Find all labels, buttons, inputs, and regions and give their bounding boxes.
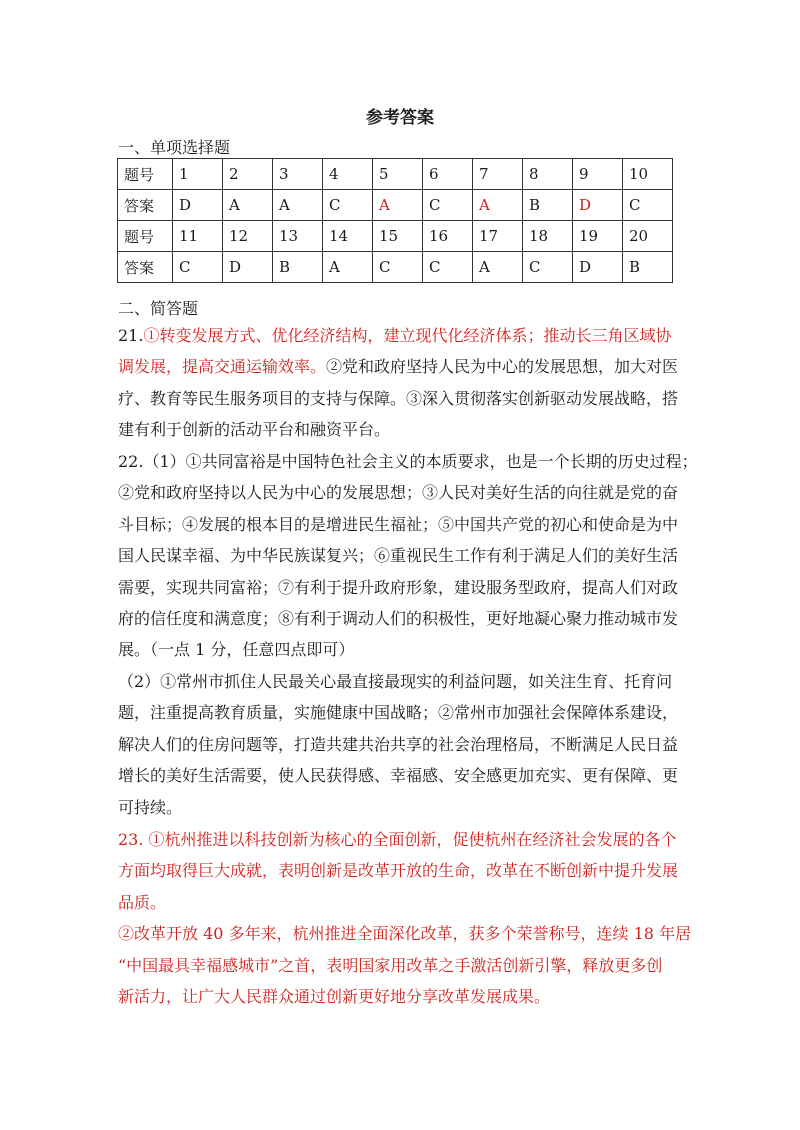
question-number: 21.	[118, 326, 144, 345]
table-row	[118, 252, 673, 283]
table-cell: C	[523, 252, 573, 283]
question-21-answer	[118, 320, 693, 446]
table-cell: A	[273, 190, 323, 221]
q22-2-line: （2）①常州市抓住人民最关心最直接最现实的利益问题，如关注生育、托育问	[118, 672, 673, 691]
row-label: 题号	[118, 221, 173, 252]
q23-line: ②改革开放 40 多年来，杭州推进全面深化改革，获多个荣誉称号，连续 18 年居	[118, 924, 692, 944]
section-heading-short-answer: 二、简答题	[118, 299, 199, 318]
q22-2-line: 可持续。	[118, 797, 183, 817]
table-cell: A	[323, 252, 373, 283]
q22-2-line: 解决人们的住房问题等，打造共建共治共享的社会治理格局，不断满足人民日益	[118, 734, 679, 754]
q22-1-line: 斗目标；④发展的根本目的是增进民生福祉；⑤中国共产党的初心和使命是为中	[118, 514, 679, 534]
q22-1-line: ②党和政府坚持以人民为中心的发展思想；③人民对美好生活的向往就是党的奋	[118, 483, 679, 503]
question-22-part2-answer	[118, 666, 693, 823]
table-row	[118, 159, 673, 190]
table-cell: 4	[323, 159, 373, 190]
table-cell: C	[623, 190, 673, 221]
table-cell: D	[573, 190, 623, 221]
q22-1-line: 展。（一点 1 分，任意四点即可）	[118, 640, 355, 660]
table-cell: 19	[573, 221, 623, 252]
table-cell: 5	[373, 159, 423, 190]
table-cell: A	[473, 252, 523, 283]
table-cell: 2	[223, 159, 273, 190]
table-cell: 14	[323, 221, 373, 252]
table-cell: 8	[523, 159, 573, 190]
q23-line: “中国最具幸福感城市”之首，表明国家用改革之手激活创新引擎，释放更多创	[118, 955, 663, 975]
table-cell: B	[523, 190, 573, 221]
table-cell: 10	[623, 159, 673, 190]
table-cell: 1	[173, 159, 223, 190]
q21-line: 疗、教育等民生服务项目的支持与保障。③深入贯彻落实创新驱动发展战略，搭	[118, 388, 679, 408]
table-cell: 3	[273, 159, 323, 190]
table-row	[118, 190, 673, 221]
q21-line: 建有利于创新的活动平台和融资平台。	[118, 420, 391, 440]
table-cell: 12	[223, 221, 273, 252]
table-cell: B	[273, 252, 323, 283]
table-cell: A	[373, 190, 423, 221]
table-cell: 20	[623, 221, 673, 252]
q22-1-line: 需要，实现共同富裕；⑦有利于提升政府形象，建设服务型政府，提高人们对政	[118, 577, 679, 597]
table-cell: 7	[473, 159, 523, 190]
table-cell: 17	[473, 221, 523, 252]
q23-line: 新活力，让广大人民群众通过创新更好地分享改革发展成果。	[118, 987, 551, 1007]
table-cell: C	[423, 190, 473, 221]
table-cell: C	[323, 190, 373, 221]
q22-2-line: 增长的美好生活需要，使人民获得感、幸福感、安全感更加充实、更有保障、更	[118, 766, 679, 786]
q23-line: 23. ①杭州推进以科技创新为核心的全面创新，促使杭州在经济社会发展的各个	[118, 830, 677, 849]
question-23-answer	[118, 824, 693, 1012]
highlighted-text: ①转变发展方式、优化经济结构，建立现代化经济体系；推动长三角区域协	[143, 326, 672, 345]
table-cell: 15	[373, 221, 423, 252]
question-22-part1-answer	[118, 446, 698, 666]
table-cell: C	[423, 252, 473, 283]
table-cell: D	[573, 252, 623, 283]
page-title: 参考答案	[366, 108, 434, 128]
q22-1-line: 22.（1）①共同富裕是中国特色社会主义的本质要求，也是一个长期的历史过程；	[118, 452, 698, 471]
table-cell: 18	[523, 221, 573, 252]
q23-line: 方面均取得巨大成就，表明创新是改革开放的生命，改革在不断创新中提升发展	[118, 861, 679, 881]
q23-line: 品质。	[118, 892, 167, 912]
row-label: 题号	[118, 159, 173, 190]
q21-line	[118, 320, 693, 351]
q22-2-line: 题，注重提高教育质量，实施健康中国战略；②常州市加强社会保障体系建设，	[118, 703, 679, 723]
section-heading-choice: 一、单项选择题	[118, 138, 231, 157]
table-cell: C	[173, 252, 223, 283]
row-label: 答案	[118, 190, 173, 221]
table-cell: A	[473, 190, 523, 221]
answer-table	[117, 158, 673, 283]
table-cell: 16	[423, 221, 473, 252]
table-cell: A	[223, 190, 273, 221]
body-text: ②党和政府坚持人民为中心的发展思想，加大对医	[326, 357, 679, 377]
highlighted-text: 调发展，提高交通运输效率。	[118, 357, 327, 377]
table-cell: 6	[423, 159, 473, 190]
row-label: 答案	[118, 252, 173, 283]
q21-line	[118, 351, 693, 382]
q22-1-line: 府的信任度和满意度；⑧有利于调动人们的积极性，更好地凝心聚力推动城市发	[118, 609, 679, 629]
table-cell: D	[223, 252, 273, 283]
table-cell: C	[373, 252, 423, 283]
q22-1-line: 国人民谋幸福、为中华民族谋复兴；⑥重视民生工作有利于满足人们的美好生活	[118, 546, 679, 566]
table-cell: 13	[273, 221, 323, 252]
table-row	[118, 221, 673, 252]
table-cell: 11	[173, 221, 223, 252]
table-cell: B	[623, 252, 673, 283]
table-cell: D	[173, 190, 223, 221]
table-cell: 9	[573, 159, 623, 190]
